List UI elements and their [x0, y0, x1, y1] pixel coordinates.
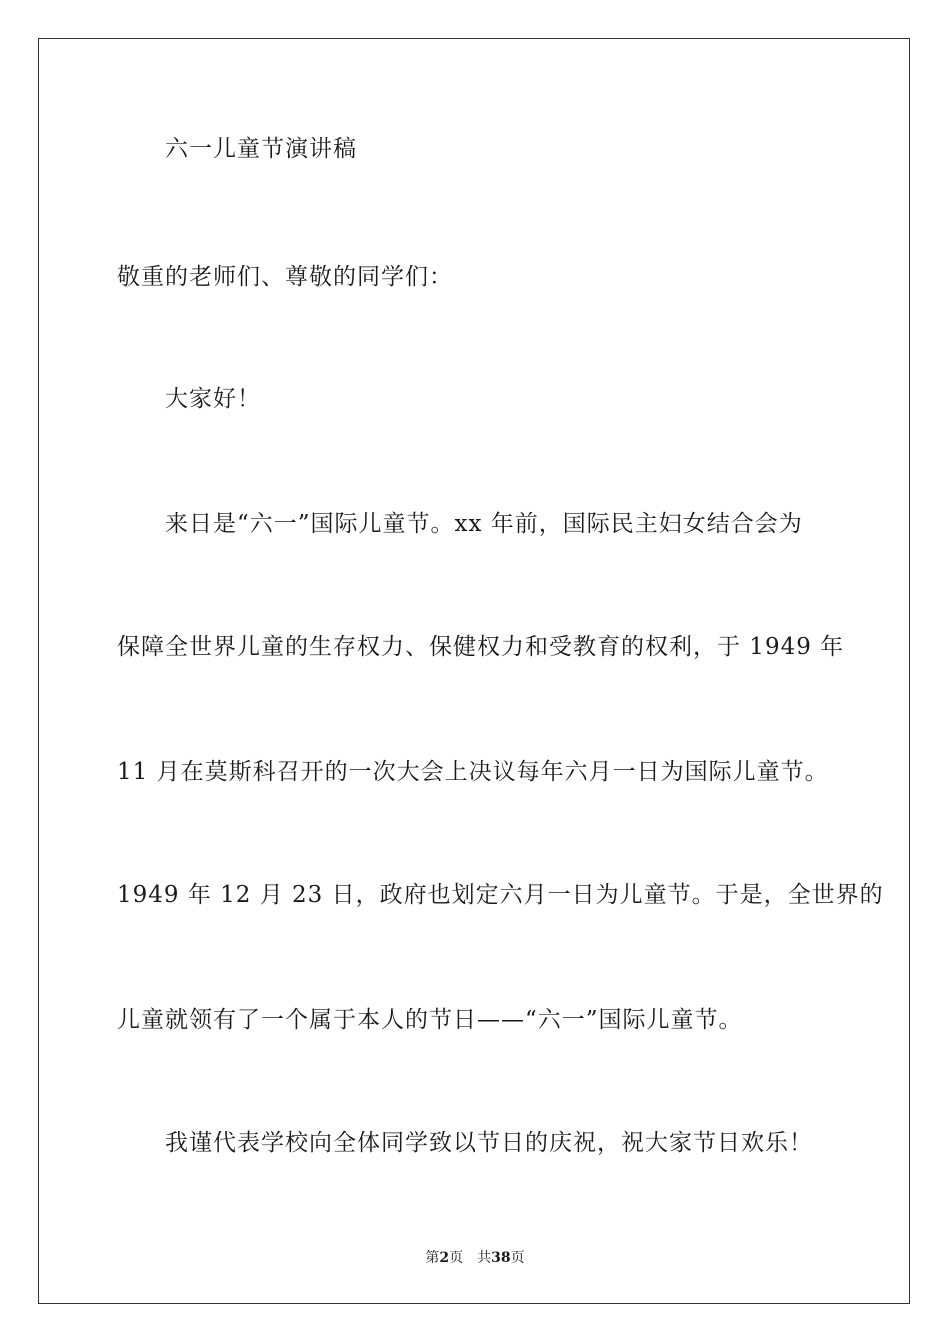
page-mid: 页 共	[449, 1250, 492, 1266]
total-page-number: 38	[491, 1250, 511, 1266]
page-border	[38, 38, 910, 1304]
paragraph-line: 来日是“六一”国际儿童节。xx 年前，国际民主妇女结合会为	[165, 511, 803, 537]
paragraph-line: 保障全世界儿童的生存权力、保健权力和受教育的权利，于 1949 年	[117, 634, 845, 660]
greeting: 大家好！	[165, 386, 261, 412]
closing-paragraph: 我谨代表学校向全体同学致以节日的庆祝，祝大家节日欢乐！	[165, 1130, 813, 1156]
paragraph-line: 儿童就领有了一个属于本人的节日——“六一”国际儿童节。	[117, 1007, 743, 1033]
page-footer	[0, 1248, 950, 1268]
current-page-number: 2	[439, 1250, 450, 1266]
document-title: 六一儿童节演讲稿	[165, 136, 357, 162]
paragraph-line: 11 月在莫斯科召开的一次大会上决议每年六月一日为国际儿童节。	[117, 759, 829, 785]
page-prefix: 第	[425, 1250, 440, 1266]
page-suffix: 页	[510, 1250, 525, 1266]
salutation: 敬重的老师们、尊敬的同学们：	[117, 264, 453, 290]
paragraph-line: 1949 年 12 月 23 日，政府也划定六月一日为儿童节。于是，全世界的	[117, 882, 884, 908]
